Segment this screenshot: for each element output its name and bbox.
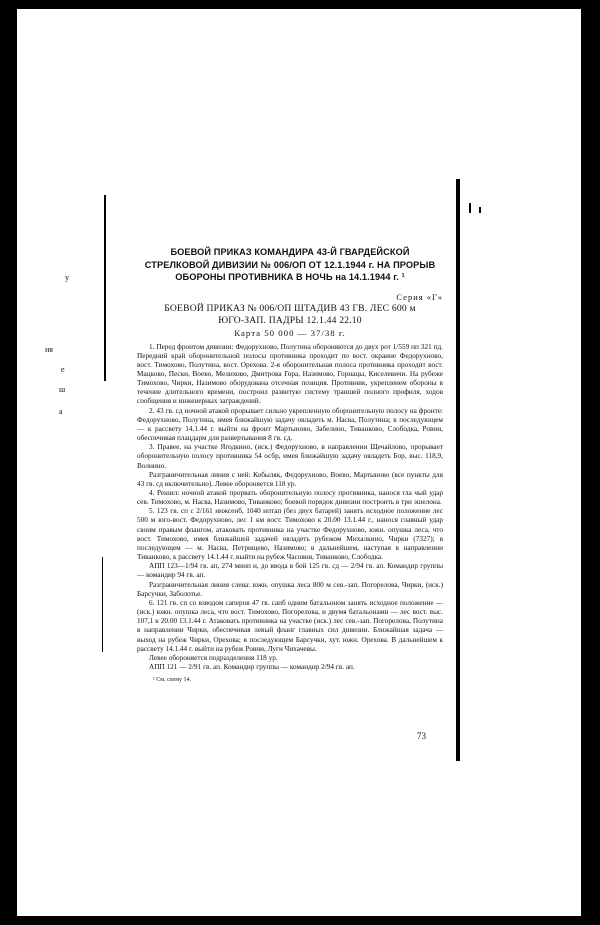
heading-line: БОЕВОЙ ПРИКАЗ КОМАНДИРА 43-Й ГВАРДЕЙСКОЙ — [170, 247, 410, 257]
paragraph: 2. 43 гв. сд ночной атакой прорывает сильно укрепленную оборонительную полосу на фронте: Федорухново, Полутина, имея ближайшую задачу овладеть м. Насва, Полутина; в последующем — к рассвету 14.1.44 г. выйти на фронт Мартыново, Забелино, Тиванково, Слободка, Ровни, обеспечивая плацдарм для развертывания 8 гв. сд. — [137, 406, 443, 443]
paragraph: 3. Правее, на участке Ягодкино, (иск.) Федорухново, в направлении Щечайлово, прорывает оборонительную полосу противника 54 осбр, имея ближайшую задачу овладеть Бор, выс. 118,9, Волнино. — [137, 443, 443, 470]
paragraph: Разграничительная линия слева: южн. опушка леса 800 м сев.-зап. Погорелова, Чирки, (иск.) Барсучки, Заболотье. — [137, 580, 443, 598]
paragraph: 1. Перед фронтом дивизии: Федорухново, Полутина обороняются до двух рот 1/559 пп 321 пд. Передний край оборонительной полосы противника проходит по вост. окраине Федорухново, вост. Тимохово, Полутина, вост. Орехова. 2-я оборонительная полоса противника проходит вост. Мацково, Пески, Воево, Мелихово, Дмитрова Гора, Назимово, Горнацы, Киселевичи. На рубеже Тимохово, Чирки, Назимово оборудована отсечная позиция. Противник, укрепленем обороны в течение длительного времени, построил развитую систему траншей полного профиля, ходов сообщения и инженерных заграждений. — [137, 342, 443, 406]
order-title — [137, 303, 443, 327]
margin-tick-right-2 — [479, 207, 481, 213]
margin-mark: а — [59, 407, 63, 416]
document-body — [137, 246, 443, 684]
paragraph: Разграничительная линия с ней: Кобыляк, Федорухново, Воево, Мартыново (все пункты для 43 гв. сд включительно). Левее обороняется 118 ур. — [137, 470, 443, 488]
document-heading — [137, 246, 443, 284]
margin-mark: у — [65, 273, 69, 282]
series-label: Серия «Г» — [396, 291, 443, 302]
order-title-line: ЮГО-ЗАП. ПАДРЫ 12.1.44 22.10 — [218, 314, 362, 326]
footnote: ¹ См. схему 14. — [153, 677, 191, 684]
paragraph: 4. Решил: ночной атакой прорвать оборонительную полосу противника, нанося гла чый удар сев. Тимохово, м. Насва, Назимово, Тиванково; боевой порядок дивизии построить в три эшелона. — [137, 489, 443, 507]
margin-line-left-2 — [102, 557, 103, 652]
scan-bar-left — [9, 9, 17, 916]
map-reference: Карта 50 000 — 37/38 г. — [234, 327, 346, 338]
heading-line: ОБОРОНЫ ПРОТИВНИКА В НОЧЬ на 14.1.1944 г. ¹ — [175, 272, 405, 282]
page-number: 73 — [417, 731, 426, 741]
margin-mark: ия — [45, 345, 53, 354]
heading-line: СТРЕЛКОВОЙ ДИВИЗИИ № 006/ОП ОТ 12.1.1944 г. НА ПРОРЫВ — [144, 259, 436, 270]
paragraph: АПП 123—1/94 гв. ап, 274 минп и, до ввода в бой 125 гв. сд — 2/94 гв. ап. Командир группы — командир 94 гв. ап. — [137, 562, 443, 580]
margin-tick-right — [469, 203, 471, 213]
scanned-page — [9, 9, 591, 916]
order-title-line: БОЕВОЙ ПРИКАЗ № 006/ОП ШТАДИВ 43 ГВ. ЛЕС 600 м — [164, 302, 416, 314]
paragraph: Левее обороняется подразделения 118 ур. — [149, 653, 278, 662]
margin-mark: ш — [59, 385, 66, 394]
margin-mark: е — [61, 365, 65, 374]
paragraph: АПП 121 — 2/91 гв. ап. Командир группы — командир 2/94 гв. ап. — [149, 662, 355, 671]
margin-line-left — [104, 195, 106, 381]
scan-bar-right — [581, 9, 591, 916]
binding-fold-right — [456, 179, 460, 761]
paragraph: 5. 123 гв. сп с 2/161 инжсенб, 1040 иптап (без двух батарей) занять исходное положение лес 500 м юго-вост. Федорухново, лес 1 км вост. Тимохово к 20.00 13.1.44 г., нанося главный удар своим правым флангом, атаковать противника на участке Федорухново, южн. опушка леса, что вост. Тимохово, имея ближайшей задачей овладеть рубежом Михалкино, Чирки (7327); в последующем — м. Насва, Петрищево, Назимово; в дальнейшем, наступая в направлении Тиванково, к рассвету 14.1.44 г. выйти на рубеж Часовня, Тиванково, Слободка. — [137, 507, 443, 562]
paragraph: 6. 121 гв. сп со взводом саперов 47 гв. сапб одним батальоном занять исходное положение — (иск.) южн. опушка леса, что вост. Тимохово, Погорелова, и двумя батальонами — лес вост. выс. 107,1 к 20.00 13.1.44 г. Атаковать противника на участке (иск.) лес сев.-зап. Погорелова, Полутина в направлении Чирки, обеспечивая левый фланг главных сил дивизии. Ближайшая задача — выход на рубеж Чирки, Орехова; в последующем Барсучки, хут. южн. Орехова. В дальнейшем к рассвету 14.1.44 г. выйти на рубеж Ровни, Луги Чихачевы. — [137, 598, 443, 653]
